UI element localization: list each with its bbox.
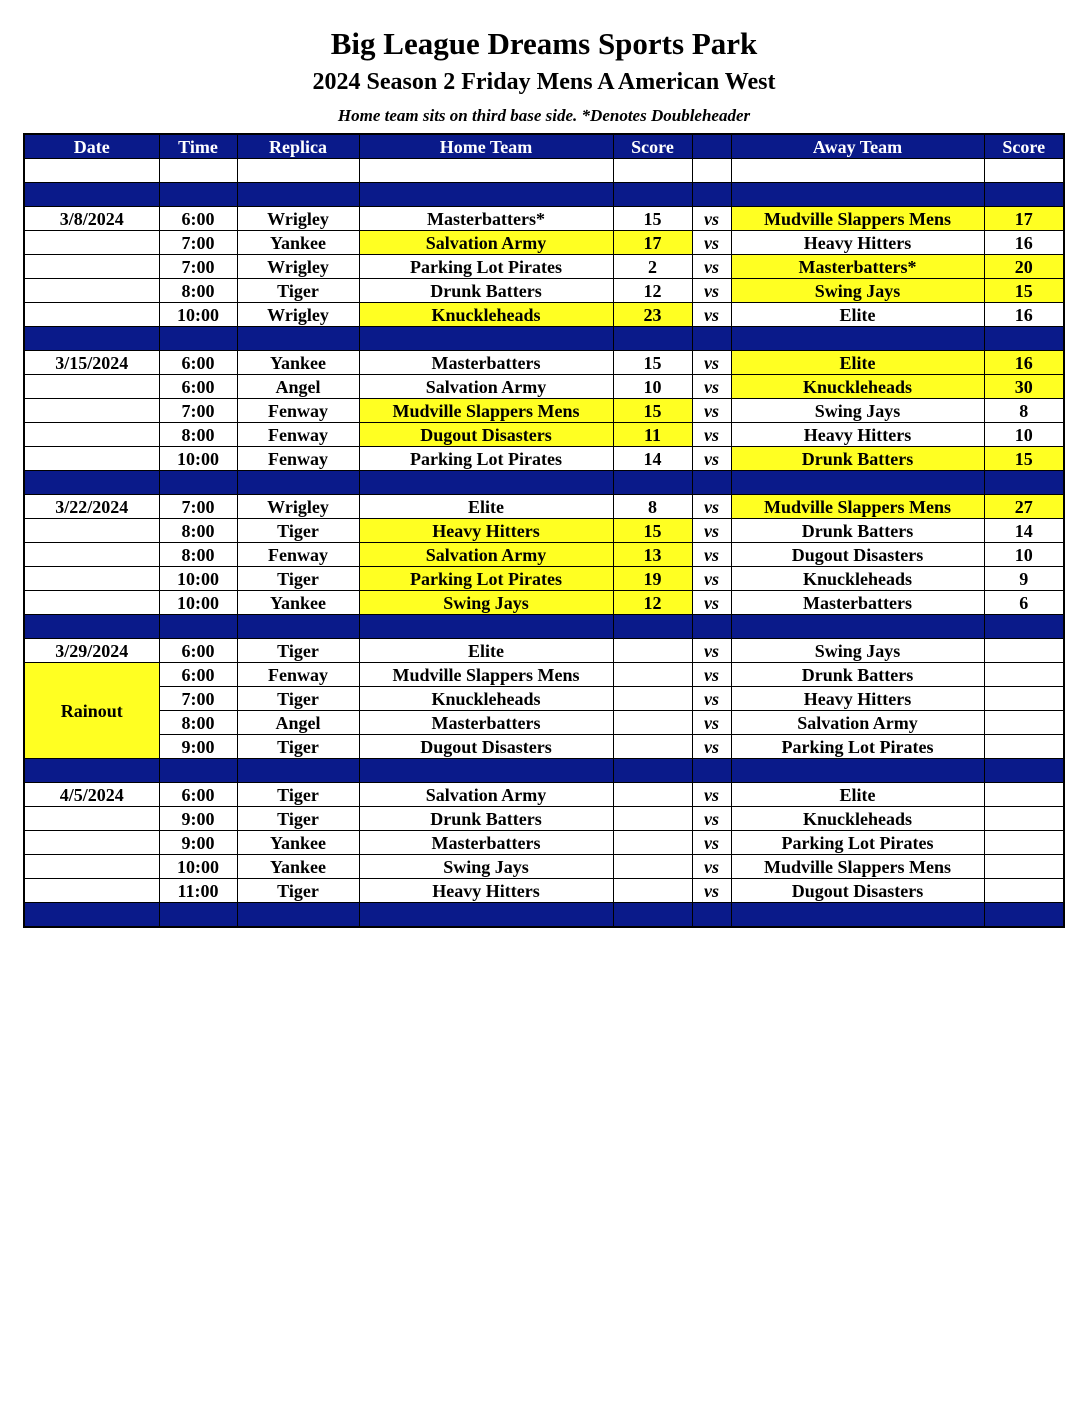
vs-label: vs bbox=[692, 687, 731, 711]
replica-field: Tiger bbox=[237, 519, 359, 543]
replica-field: Wrigley bbox=[237, 255, 359, 279]
away-team: Knuckleheads bbox=[731, 807, 984, 831]
vs-label: vs bbox=[692, 303, 731, 327]
header-row bbox=[24, 134, 1064, 159]
game-row bbox=[24, 807, 1064, 831]
replica-field: Tiger bbox=[237, 687, 359, 711]
away-team: Drunk Batters bbox=[731, 447, 984, 471]
separator-cell bbox=[159, 903, 237, 928]
away-team: Knuckleheads bbox=[731, 567, 984, 591]
game-time: 9:00 bbox=[159, 807, 237, 831]
game-date: 3/15/2024 bbox=[24, 351, 159, 375]
away-score: 10 bbox=[984, 543, 1064, 567]
home-team: Heavy Hitters bbox=[359, 519, 613, 543]
vs-label: vs bbox=[692, 447, 731, 471]
separator-cell bbox=[237, 471, 359, 495]
away-team: Elite bbox=[731, 351, 984, 375]
home-team: Drunk Batters bbox=[359, 279, 613, 303]
game-time: 6:00 bbox=[159, 375, 237, 399]
separator-cell bbox=[692, 759, 731, 783]
away-score: 8 bbox=[984, 399, 1064, 423]
game-row bbox=[24, 351, 1064, 375]
separator-cell bbox=[984, 615, 1064, 639]
home-score: 15 bbox=[613, 519, 692, 543]
date-blank bbox=[24, 807, 159, 831]
date-blank bbox=[24, 255, 159, 279]
home-score bbox=[613, 663, 692, 687]
vs-label: vs bbox=[692, 735, 731, 759]
blank-cell bbox=[984, 159, 1064, 183]
replica-field: Yankee bbox=[237, 231, 359, 255]
game-time: 8:00 bbox=[159, 519, 237, 543]
home-team: Masterbatters bbox=[359, 831, 613, 855]
separator-cell bbox=[731, 183, 984, 207]
replica-field: Tiger bbox=[237, 639, 359, 663]
game-time: 6:00 bbox=[159, 207, 237, 231]
replica-field: Tiger bbox=[237, 735, 359, 759]
game-time: 9:00 bbox=[159, 831, 237, 855]
week-separator-row bbox=[24, 327, 1064, 351]
game-date: 3/29/2024 bbox=[24, 639, 159, 663]
away-team: Swing Jays bbox=[731, 399, 984, 423]
week-separator-row bbox=[24, 615, 1064, 639]
game-row bbox=[24, 375, 1064, 399]
separator-cell bbox=[237, 183, 359, 207]
home-team: Swing Jays bbox=[359, 591, 613, 615]
separator-cell bbox=[984, 471, 1064, 495]
home-team: Knuckleheads bbox=[359, 303, 613, 327]
home-score bbox=[613, 711, 692, 735]
separator-cell bbox=[731, 327, 984, 351]
vs-label: vs bbox=[692, 855, 731, 879]
separator-cell bbox=[984, 759, 1064, 783]
game-time: 11:00 bbox=[159, 879, 237, 903]
separator-cell bbox=[159, 183, 237, 207]
replica-field: Yankee bbox=[237, 591, 359, 615]
game-row bbox=[24, 663, 1064, 687]
game-row bbox=[24, 543, 1064, 567]
away-score bbox=[984, 663, 1064, 687]
week-separator-row bbox=[24, 471, 1064, 495]
column-header-away-score: Score bbox=[984, 134, 1064, 159]
column-header-home-score: Score bbox=[613, 134, 692, 159]
home-team: Salvation Army bbox=[359, 375, 613, 399]
vs-label: vs bbox=[692, 423, 731, 447]
vs-label: vs bbox=[692, 591, 731, 615]
replica-field: Fenway bbox=[237, 399, 359, 423]
game-row bbox=[24, 519, 1064, 543]
home-score bbox=[613, 807, 692, 831]
game-row bbox=[24, 639, 1064, 663]
separator-cell bbox=[237, 759, 359, 783]
home-team: Elite bbox=[359, 495, 613, 519]
away-team: Drunk Batters bbox=[731, 519, 984, 543]
home-team: Knuckleheads bbox=[359, 687, 613, 711]
separator-cell bbox=[159, 759, 237, 783]
away-team: Heavy Hitters bbox=[731, 423, 984, 447]
replica-field: Wrigley bbox=[237, 303, 359, 327]
separator-cell bbox=[613, 759, 692, 783]
home-score: 2 bbox=[613, 255, 692, 279]
vs-label: vs bbox=[692, 807, 731, 831]
vs-label: vs bbox=[692, 711, 731, 735]
away-team: Elite bbox=[731, 783, 984, 807]
separator-cell bbox=[613, 471, 692, 495]
game-date: 3/8/2024 bbox=[24, 207, 159, 231]
vs-label: vs bbox=[692, 207, 731, 231]
away-score: 10 bbox=[984, 423, 1064, 447]
replica-field: Angel bbox=[237, 711, 359, 735]
away-score: 27 bbox=[984, 495, 1064, 519]
home-score: 13 bbox=[613, 543, 692, 567]
home-score bbox=[613, 783, 692, 807]
game-time: 10:00 bbox=[159, 855, 237, 879]
away-score: 6 bbox=[984, 591, 1064, 615]
away-score: 16 bbox=[984, 231, 1064, 255]
date-blank bbox=[24, 423, 159, 447]
game-row bbox=[24, 591, 1064, 615]
separator-cell bbox=[359, 183, 613, 207]
vs-label: vs bbox=[692, 639, 731, 663]
separator-cell bbox=[24, 903, 159, 928]
separator-cell bbox=[692, 471, 731, 495]
game-time: 6:00 bbox=[159, 663, 237, 687]
game-time: 10:00 bbox=[159, 591, 237, 615]
home-score: 12 bbox=[613, 279, 692, 303]
away-team: Parking Lot Pirates bbox=[731, 831, 984, 855]
separator-cell bbox=[692, 903, 731, 928]
away-score bbox=[984, 831, 1064, 855]
away-score bbox=[984, 687, 1064, 711]
replica-field: Tiger bbox=[237, 567, 359, 591]
home-score bbox=[613, 831, 692, 855]
home-score: 19 bbox=[613, 567, 692, 591]
replica-field: Wrigley bbox=[237, 207, 359, 231]
separator-cell bbox=[237, 903, 359, 928]
game-time: 6:00 bbox=[159, 639, 237, 663]
replica-field: Tiger bbox=[237, 879, 359, 903]
game-row bbox=[24, 255, 1064, 279]
schedule-body bbox=[24, 159, 1064, 928]
column-header-vs bbox=[692, 134, 731, 159]
away-team: Salvation Army bbox=[731, 711, 984, 735]
game-row bbox=[24, 687, 1064, 711]
game-time: 8:00 bbox=[159, 279, 237, 303]
game-row bbox=[24, 495, 1064, 519]
away-score: 20 bbox=[984, 255, 1064, 279]
home-score bbox=[613, 855, 692, 879]
week-separator-row bbox=[24, 903, 1064, 928]
replica-field: Wrigley bbox=[237, 495, 359, 519]
vs-label: vs bbox=[692, 375, 731, 399]
date-blank bbox=[24, 447, 159, 471]
away-score bbox=[984, 879, 1064, 903]
date-blank bbox=[24, 231, 159, 255]
away-team: Dugout Disasters bbox=[731, 543, 984, 567]
game-row bbox=[24, 711, 1064, 735]
home-team: Heavy Hitters bbox=[359, 879, 613, 903]
separator-cell bbox=[159, 471, 237, 495]
game-date: 3/22/2024 bbox=[24, 495, 159, 519]
column-header-away-team: Away Team bbox=[731, 134, 984, 159]
vs-label: vs bbox=[692, 231, 731, 255]
home-score bbox=[613, 879, 692, 903]
date-blank bbox=[24, 591, 159, 615]
separator-cell bbox=[359, 327, 613, 351]
away-score bbox=[984, 855, 1064, 879]
separator-cell bbox=[359, 471, 613, 495]
separator-cell bbox=[731, 615, 984, 639]
home-team: Parking Lot Pirates bbox=[359, 255, 613, 279]
away-team: Heavy Hitters bbox=[731, 231, 984, 255]
home-score: 12 bbox=[613, 591, 692, 615]
separator-cell bbox=[692, 615, 731, 639]
game-row bbox=[24, 783, 1064, 807]
separator-cell bbox=[731, 471, 984, 495]
date-blank bbox=[24, 399, 159, 423]
game-row bbox=[24, 279, 1064, 303]
separator-cell bbox=[359, 903, 613, 928]
rainout-label: Rainout bbox=[24, 663, 159, 759]
separator-cell bbox=[731, 903, 984, 928]
vs-label: vs bbox=[692, 663, 731, 687]
away-score: 9 bbox=[984, 567, 1064, 591]
home-team: Masterbatters bbox=[359, 711, 613, 735]
date-blank bbox=[24, 303, 159, 327]
column-header-replica: Replica bbox=[237, 134, 359, 159]
vs-label: vs bbox=[692, 543, 731, 567]
away-score: 15 bbox=[984, 279, 1064, 303]
vs-label: vs bbox=[692, 567, 731, 591]
separator-cell bbox=[692, 327, 731, 351]
game-time: 8:00 bbox=[159, 423, 237, 447]
away-score bbox=[984, 807, 1064, 831]
week-separator-row bbox=[24, 759, 1064, 783]
home-score: 17 bbox=[613, 231, 692, 255]
game-time: 7:00 bbox=[159, 255, 237, 279]
separator-cell bbox=[24, 327, 159, 351]
home-team: Parking Lot Pirates bbox=[359, 447, 613, 471]
date-blank bbox=[24, 279, 159, 303]
page-subtitle: 2024 Season 2 Friday Mens A American West bbox=[312, 69, 776, 95]
home-score bbox=[613, 735, 692, 759]
replica-field: Tiger bbox=[237, 783, 359, 807]
game-time: 7:00 bbox=[159, 231, 237, 255]
home-score: 8 bbox=[613, 495, 692, 519]
separator-cell bbox=[159, 615, 237, 639]
date-blank bbox=[24, 879, 159, 903]
game-row bbox=[24, 423, 1064, 447]
separator-cell bbox=[692, 183, 731, 207]
home-team: Masterbatters* bbox=[359, 207, 613, 231]
game-time: 7:00 bbox=[159, 495, 237, 519]
blank-cell bbox=[359, 159, 613, 183]
blank-cell bbox=[24, 159, 159, 183]
blank-cell bbox=[159, 159, 237, 183]
home-score bbox=[613, 639, 692, 663]
separator-cell bbox=[731, 759, 984, 783]
away-score: 16 bbox=[984, 351, 1064, 375]
replica-field: Fenway bbox=[237, 663, 359, 687]
vs-label: vs bbox=[692, 255, 731, 279]
vs-label: vs bbox=[692, 399, 731, 423]
away-score bbox=[984, 735, 1064, 759]
separator-cell bbox=[613, 615, 692, 639]
page-title: Big League Dreams Sports Park bbox=[330, 26, 758, 61]
home-team: Dugout Disasters bbox=[359, 735, 613, 759]
vs-label: vs bbox=[692, 279, 731, 303]
home-team: Swing Jays bbox=[359, 855, 613, 879]
home-team: Salvation Army bbox=[359, 543, 613, 567]
separator-cell bbox=[24, 183, 159, 207]
game-time: 9:00 bbox=[159, 735, 237, 759]
date-blank bbox=[24, 519, 159, 543]
schedule-table bbox=[23, 133, 1065, 928]
separator-cell bbox=[24, 615, 159, 639]
week-separator-row bbox=[24, 183, 1064, 207]
home-team: Drunk Batters bbox=[359, 807, 613, 831]
replica-field: Angel bbox=[237, 375, 359, 399]
away-score bbox=[984, 711, 1064, 735]
separator-cell bbox=[24, 759, 159, 783]
date-blank bbox=[24, 567, 159, 591]
home-score: 23 bbox=[613, 303, 692, 327]
home-score: 14 bbox=[613, 447, 692, 471]
game-row bbox=[24, 399, 1064, 423]
game-time: 10:00 bbox=[159, 303, 237, 327]
home-team: Mudville Slappers Mens bbox=[359, 399, 613, 423]
vs-label: vs bbox=[692, 831, 731, 855]
home-team: Salvation Army bbox=[359, 231, 613, 255]
home-team: Elite bbox=[359, 639, 613, 663]
game-time: 7:00 bbox=[159, 687, 237, 711]
separator-cell bbox=[237, 327, 359, 351]
separator-cell bbox=[984, 327, 1064, 351]
vs-label: vs bbox=[692, 351, 731, 375]
replica-field: Fenway bbox=[237, 447, 359, 471]
column-header-time: Time bbox=[159, 134, 237, 159]
date-blank bbox=[24, 831, 159, 855]
replica-field: Yankee bbox=[237, 855, 359, 879]
away-team: Masterbatters* bbox=[731, 255, 984, 279]
away-score: 14 bbox=[984, 519, 1064, 543]
separator-cell bbox=[613, 903, 692, 928]
home-team: Salvation Army bbox=[359, 783, 613, 807]
replica-field: Fenway bbox=[237, 543, 359, 567]
away-team: Masterbatters bbox=[731, 591, 984, 615]
date-blank bbox=[24, 375, 159, 399]
blank-row bbox=[24, 159, 1064, 183]
game-time: 10:00 bbox=[159, 567, 237, 591]
home-score: 11 bbox=[613, 423, 692, 447]
separator-cell bbox=[159, 327, 237, 351]
away-score bbox=[984, 639, 1064, 663]
home-team: Masterbatters bbox=[359, 351, 613, 375]
separator-cell bbox=[237, 615, 359, 639]
away-team: Swing Jays bbox=[731, 639, 984, 663]
home-score: 10 bbox=[613, 375, 692, 399]
game-date: 4/5/2024 bbox=[24, 783, 159, 807]
separator-cell bbox=[359, 759, 613, 783]
game-row bbox=[24, 855, 1064, 879]
vs-label: vs bbox=[692, 495, 731, 519]
home-team: Mudville Slappers Mens bbox=[359, 663, 613, 687]
away-team: Parking Lot Pirates bbox=[731, 735, 984, 759]
home-score bbox=[613, 687, 692, 711]
column-header-date: Date bbox=[24, 134, 159, 159]
away-team: Mudville Slappers Mens bbox=[731, 495, 984, 519]
away-score: 15 bbox=[984, 447, 1064, 471]
game-time: 6:00 bbox=[159, 783, 237, 807]
separator-cell bbox=[613, 327, 692, 351]
replica-field: Tiger bbox=[237, 807, 359, 831]
blank-cell bbox=[731, 159, 984, 183]
game-time: 6:00 bbox=[159, 351, 237, 375]
blank-cell bbox=[692, 159, 731, 183]
away-team: Drunk Batters bbox=[731, 663, 984, 687]
vs-label: vs bbox=[692, 519, 731, 543]
game-time: 8:00 bbox=[159, 711, 237, 735]
column-header-home-team: Home Team bbox=[359, 134, 613, 159]
home-score: 15 bbox=[613, 399, 692, 423]
game-row bbox=[24, 735, 1064, 759]
separator-cell bbox=[24, 471, 159, 495]
game-time: 7:00 bbox=[159, 399, 237, 423]
game-row bbox=[24, 879, 1064, 903]
separator-cell bbox=[359, 615, 613, 639]
away-score: 17 bbox=[984, 207, 1064, 231]
game-row bbox=[24, 567, 1064, 591]
home-score: 15 bbox=[613, 351, 692, 375]
game-row bbox=[24, 831, 1064, 855]
away-score bbox=[984, 783, 1064, 807]
date-blank bbox=[24, 855, 159, 879]
away-team: Swing Jays bbox=[731, 279, 984, 303]
away-score: 16 bbox=[984, 303, 1064, 327]
vs-label: vs bbox=[692, 783, 731, 807]
replica-field: Yankee bbox=[237, 351, 359, 375]
away-score: 30 bbox=[984, 375, 1064, 399]
away-team: Mudville Slappers Mens bbox=[731, 207, 984, 231]
away-team: Mudville Slappers Mens bbox=[731, 855, 984, 879]
game-time: 10:00 bbox=[159, 447, 237, 471]
game-row bbox=[24, 207, 1064, 231]
away-team: Heavy Hitters bbox=[731, 687, 984, 711]
away-team: Dugout Disasters bbox=[731, 879, 984, 903]
away-team: Elite bbox=[731, 303, 984, 327]
blank-cell bbox=[613, 159, 692, 183]
separator-cell bbox=[613, 183, 692, 207]
game-row bbox=[24, 447, 1064, 471]
home-team: Dugout Disasters bbox=[359, 423, 613, 447]
schedule-note: Home team sits on third base side. *Denotes Doubleheader bbox=[337, 106, 751, 125]
vs-label: vs bbox=[692, 879, 731, 903]
game-row bbox=[24, 303, 1064, 327]
separator-cell bbox=[984, 903, 1064, 928]
replica-field: Yankee bbox=[237, 831, 359, 855]
game-time: 8:00 bbox=[159, 543, 237, 567]
blank-cell bbox=[237, 159, 359, 183]
separator-cell bbox=[984, 183, 1064, 207]
home-team: Parking Lot Pirates bbox=[359, 567, 613, 591]
replica-field: Fenway bbox=[237, 423, 359, 447]
game-row bbox=[24, 231, 1064, 255]
home-score: 15 bbox=[613, 207, 692, 231]
date-blank bbox=[24, 543, 159, 567]
replica-field: Tiger bbox=[237, 279, 359, 303]
away-team: Knuckleheads bbox=[731, 375, 984, 399]
